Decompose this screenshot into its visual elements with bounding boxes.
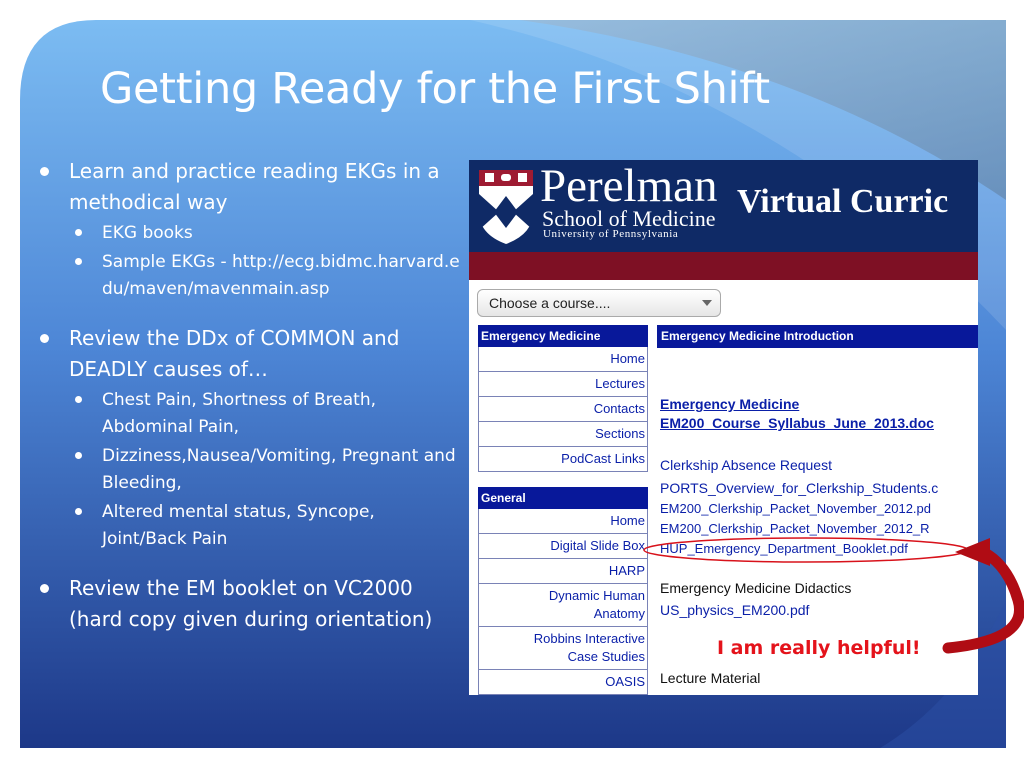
chevron-down-icon (702, 300, 712, 306)
bullet-ddx (40, 323, 460, 385)
bullet-dot (75, 508, 82, 515)
nav-emergency-medicine (478, 325, 648, 472)
nav-item-harp[interactable]: HARP (478, 559, 648, 584)
bullet-text: Review the EM booklet on VC2000 (hard copy given during orientation) (69, 576, 433, 631)
content-section-label: Emergency Medicine Didactics (660, 580, 852, 596)
sub-bullet-text: EKG books (102, 223, 193, 243)
sub-bullet (40, 249, 460, 303)
content-heading: Emergency Medicine Introduction (657, 325, 978, 348)
bullet-dot (40, 334, 49, 343)
nav-item-home[interactable]: Home (478, 347, 648, 372)
website-screenshot (469, 160, 978, 695)
course-select[interactable] (477, 289, 721, 317)
brand-school: School of Medicine (542, 206, 716, 231)
nav-general (478, 487, 648, 695)
sub-bullet (40, 387, 460, 441)
sub-bullet-text: Sample EKGs - http://ecg.bidmc.harvard.edu/maven/mavenmain.asp (102, 252, 460, 299)
bullet-ekg (40, 156, 460, 218)
content-section-label: Lecture Material (660, 670, 761, 686)
bullet-list (40, 156, 460, 635)
nav-item-lectures[interactable]: Lectures (478, 372, 648, 397)
site-title: Virtual Curric (737, 183, 949, 220)
bullet-dot (75, 396, 82, 403)
bullet-dot (40, 167, 49, 176)
nav-item-dynamic-human-anatomy[interactable]: Dynamic Human Anatomy (478, 584, 648, 627)
bullet-text: Review the DDx of COMMON and DEADLY causes of… (69, 326, 400, 381)
nav-heading: Emergency Medicine (478, 325, 648, 347)
sub-bullet-text: Altered mental status, Syncope, Joint/Back Pain (102, 502, 375, 549)
brand-university: University of Pennsylvania (543, 228, 679, 240)
content-link[interactable]: Clerkship Absence Request (660, 457, 832, 473)
sub-bullet (40, 220, 460, 247)
bullet-dot (75, 229, 82, 236)
nav-item-digital-slide-box[interactable]: Digital Slide Box (478, 534, 648, 559)
bullet-dot (75, 452, 82, 459)
sub-bullet (40, 443, 460, 497)
nav-heading: General (478, 487, 648, 509)
nav-item-podcast-links[interactable]: PodCast Links (478, 447, 648, 472)
content-link[interactable]: PORTS_Overview_for_Clerkship_Students.c (660, 480, 939, 496)
site-banner (469, 160, 978, 252)
content-link[interactable]: EM200_Clerkship_Packet_November_2012_R (660, 521, 930, 536)
content-link[interactable]: US_physics_EM200.pdf (660, 602, 810, 618)
banner-red-bar (469, 252, 978, 280)
course-select-value: Choose a course.... (489, 295, 611, 311)
nav-item-sections[interactable]: Sections (478, 422, 648, 447)
nav-item-robbins-case-studies[interactable]: Robbins Interactive Case Studies (478, 627, 648, 670)
sub-bullet (40, 499, 460, 553)
sub-bullet-text: Dizziness,Nausea/Vomiting, Pregnant and Bleeding, (102, 446, 456, 493)
content-link[interactable]: EM200_Course_Syllabus_June_2013.doc (660, 415, 934, 431)
bullet-text: Learn and practice reading EKGs in a methodical way (69, 159, 440, 214)
nav-item-contacts[interactable]: Contacts (478, 397, 648, 422)
content-link[interactable]: Emergency Medicine (660, 396, 800, 412)
brand-name: Perelman (540, 160, 718, 212)
sub-bullet-text: Chest Pain, Shortness of Breath, Abdominal Pain, (102, 390, 377, 437)
content-link[interactable]: EM200_Clerkship_Packet_November_2012.pd (660, 501, 931, 516)
nav-item-home[interactable]: Home (478, 509, 648, 534)
penn-shield-icon (477, 168, 535, 246)
slide-title: Getting Ready for the First Shift (100, 64, 770, 114)
bullet-dot (40, 584, 49, 593)
nav-item-oasis[interactable]: OASIS (478, 670, 648, 695)
bullet-dot (75, 258, 82, 265)
bullet-booklet (40, 573, 460, 635)
callout-text: I am really helpful! (717, 637, 921, 659)
content-link-highlighted[interactable]: HUP_Emergency_Department_Booklet.pdf (660, 541, 908, 556)
